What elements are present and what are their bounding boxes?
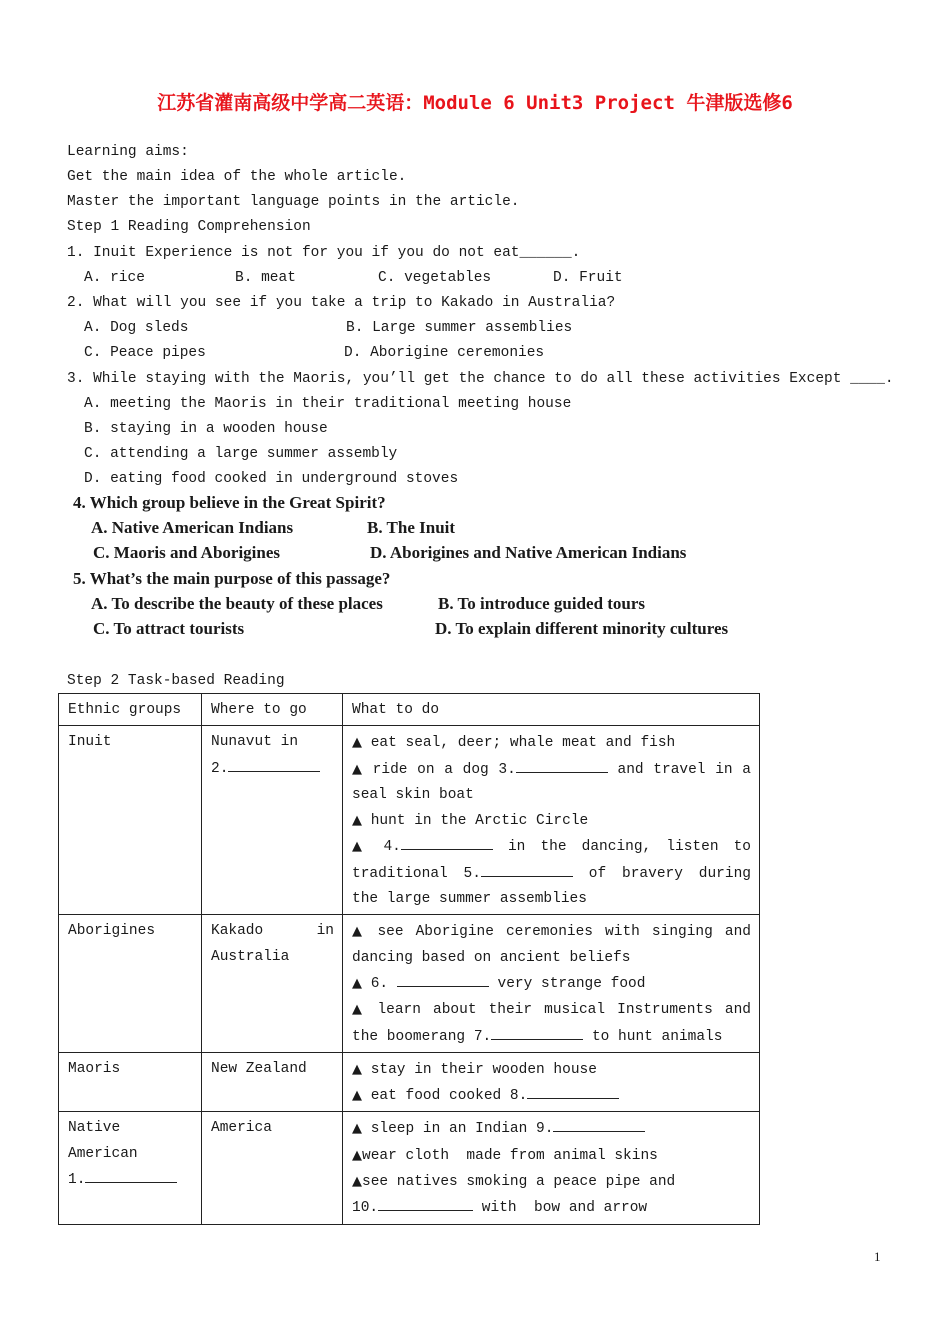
cell-todo-inuit	[343, 726, 760, 915]
where-text: Nunavut in	[211, 734, 299, 751]
group-text: Native American	[68, 1120, 138, 1162]
question-5-stem: 5. What’s the main purpose of this passage?	[73, 569, 391, 588]
todo-text: very strange food	[497, 975, 646, 992]
cell-group-maoris: Maoris	[59, 1052, 202, 1112]
todo-text: to hunt animals	[591, 1028, 723, 1045]
triangle-bullet-icon: ▲	[352, 1061, 362, 1077]
todo-text: stay in their wooden house	[370, 1061, 597, 1078]
cell-group-inuit: Inuit	[59, 726, 202, 915]
cell-todo-native-american	[343, 1112, 760, 1224]
page-title: 江苏省灌南高级中学高二英语：Module 6 Unit3 Project 牛津版选修6	[157, 92, 793, 114]
triangle-bullet-icon: ▲	[352, 1174, 362, 1190]
cell-where-maoris: New Zealand	[202, 1052, 343, 1112]
answer-blank[interactable]	[397, 971, 489, 987]
q1-option-b: B. meat	[235, 270, 296, 286]
q3-option-b: B. staying in a wooden house	[84, 421, 328, 437]
triangle-bullet-icon: ▲	[352, 1121, 362, 1137]
todo-text: eat seal, deer; whale meat and fish	[370, 735, 676, 752]
todo-text: 6.	[370, 975, 389, 992]
table-row	[59, 1052, 760, 1112]
todo-text: see natives smoking a peace pipe and	[362, 1174, 676, 1191]
question-1-stem: 1. Inuit Experience is not for you if you do not eat______.	[67, 245, 581, 261]
todo-text: wear cloth made from animal skins	[362, 1147, 658, 1164]
todo-text: 4.	[383, 839, 401, 856]
table-row	[59, 1112, 760, 1224]
answer-blank[interactable]	[553, 1116, 645, 1132]
q2-option-b: B. Large summer assemblies	[346, 320, 573, 336]
todo-text: of bravery during the large summer assemblies	[352, 865, 751, 908]
todo-text: ride on a dog 3.	[372, 761, 516, 778]
q4-option-b: B. The Inuit	[367, 518, 456, 537]
answer-blank[interactable]	[516, 757, 608, 773]
question-4-stem: 4. Which group believe in the Great Spirit?	[73, 493, 386, 512]
cell-todo-maoris	[343, 1052, 760, 1112]
todo-text: sleep in an Indian 9.	[370, 1121, 554, 1138]
todo-text: with bow and arrow	[473, 1200, 648, 1217]
q5-option-c: C. To attract tourists	[93, 619, 245, 638]
cell-where-aborigines: Kakado in Australia	[202, 915, 343, 1052]
todo-text: 10.	[352, 1200, 379, 1217]
triangle-bullet-icon: ▲	[352, 761, 363, 777]
triangle-bullet-icon: ▲	[352, 1002, 366, 1018]
task-table	[58, 693, 760, 1225]
q2-option-a: A. Dog sleds	[84, 320, 189, 336]
cell-where-inuit	[202, 726, 343, 915]
header-where-to-go: Where to go	[202, 694, 343, 726]
blank-number: 1.	[68, 1172, 86, 1189]
triangle-bullet-icon: ▲	[352, 924, 366, 940]
aim-item: Master the important language points in the article.	[67, 194, 520, 210]
answer-blank[interactable]	[401, 834, 493, 850]
question-3-stem: 3. While staying with the Maoris, you’ll get the chance to do all these activities Except ____.	[67, 371, 894, 387]
triangle-bullet-icon: ▲	[352, 1088, 362, 1104]
aims-heading: Learning aims:	[67, 144, 189, 160]
cell-group-aborigines: Aborigines	[59, 915, 202, 1052]
todo-text: hunt in the Arctic Circle	[370, 813, 589, 830]
header-what-to-do: What to do	[343, 694, 760, 726]
page-number: 1	[874, 1249, 881, 1264]
q4-option-a: A. Native American Indians	[91, 518, 294, 537]
answer-blank[interactable]	[228, 756, 320, 772]
q1-option-a: A. rice	[84, 270, 145, 286]
answer-blank[interactable]	[491, 1024, 583, 1040]
answer-blank[interactable]	[378, 1195, 473, 1211]
table-row	[59, 915, 760, 1052]
q3-option-a: A. meeting the Maoris in their traditional meeting house	[84, 396, 572, 412]
answer-blank[interactable]	[481, 861, 573, 877]
todo-text: and travel in a seal skin boat	[352, 761, 751, 803]
table-header-row	[59, 694, 760, 726]
cell-group-native-american	[59, 1112, 202, 1224]
answer-blank[interactable]	[85, 1167, 177, 1183]
header-ethnic-groups: Ethnic groups	[59, 694, 202, 726]
triangle-bullet-icon: ▲	[352, 975, 362, 991]
todo-text: eat food cooked 8.	[370, 1088, 528, 1105]
q3-option-c: C. attending a large summer assembly	[84, 446, 398, 462]
q5-option-b: B. To introduce guided tours	[438, 594, 646, 613]
question-2-stem: 2. What will you see if you take a trip to Kakado in Australia?	[67, 295, 616, 311]
step1-heading: Step 1 Reading Comprehension	[67, 219, 311, 235]
q1-option-d: D. Fruit	[553, 270, 623, 286]
q4-option-c: C. Maoris and Aborigines	[93, 543, 281, 562]
todo-text: learn about their musical Instruments and the boomerang 7.	[352, 1002, 752, 1045]
q5-option-d: D. To explain different minority cultures	[435, 619, 729, 638]
q3-option-d: D. eating food cooked in underground stoves	[84, 471, 459, 487]
triangle-bullet-icon: ▲	[352, 1147, 362, 1163]
triangle-bullet-icon: ▲	[352, 735, 362, 751]
answer-blank[interactable]	[527, 1083, 619, 1099]
q4-option-d: D. Aborigines and Native American Indians	[370, 543, 687, 562]
cell-todo-aborigines	[343, 915, 760, 1052]
q1-option-c: C. vegetables	[378, 270, 492, 286]
step2-heading: Step 2 Task-based Reading	[67, 673, 285, 689]
todo-text: in the dancing, listen to traditional 5.	[352, 839, 752, 882]
q5-option-a: A. To describe the beauty of these places	[91, 594, 383, 613]
todo-text: see Aborigine ceremonies with singing and dancing based on ancient beliefs	[352, 924, 752, 966]
table-row	[59, 726, 760, 915]
q2-option-d: D. Aborigine ceremonies	[344, 345, 545, 361]
triangle-bullet-icon: ▲	[352, 839, 369, 855]
q2-option-c: C. Peace pipes	[84, 345, 206, 361]
aim-item: Get the main idea of the whole article.	[67, 169, 407, 185]
triangle-bullet-icon: ▲	[352, 813, 362, 829]
cell-where-native-american: America	[202, 1112, 343, 1224]
blank-number: 2.	[211, 760, 229, 777]
